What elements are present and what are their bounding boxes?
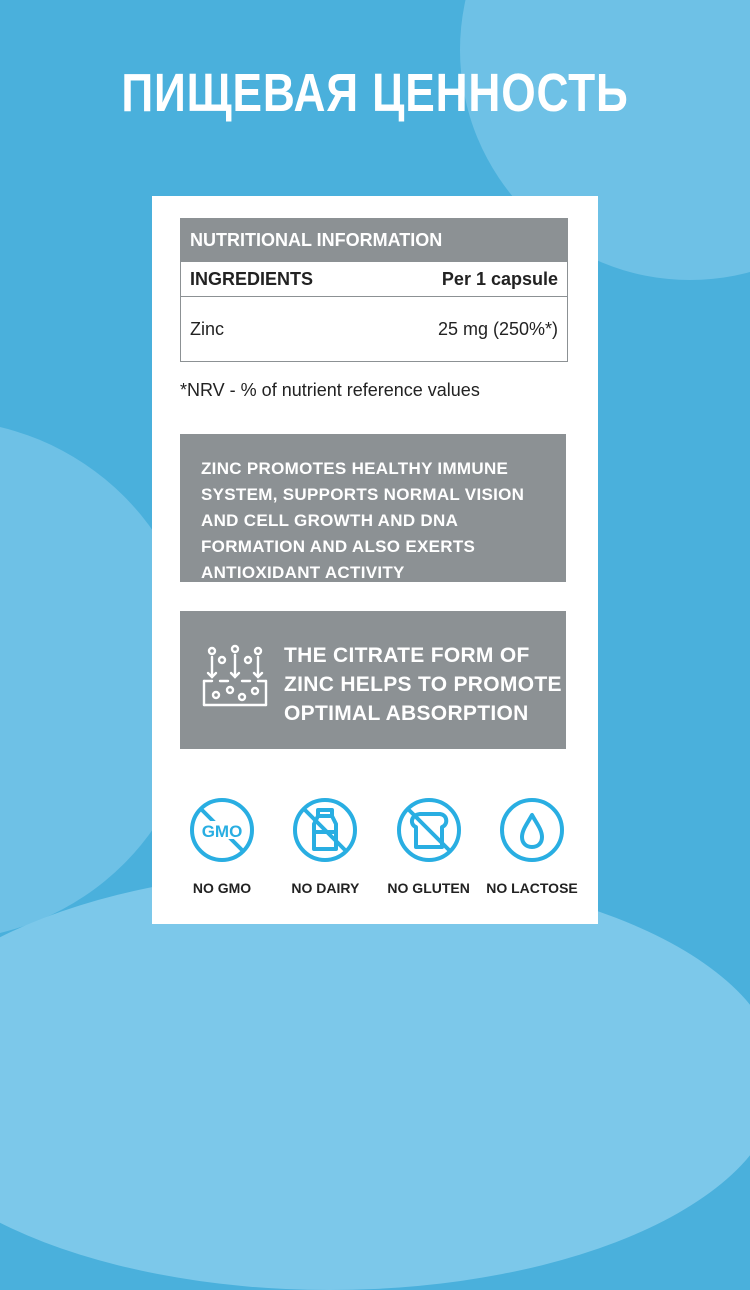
ingredient-amount: 25 mg (250%*) <box>437 318 558 339</box>
nrv-footnote: *NRV - % of nutrient reference values <box>180 380 480 400</box>
badge-no-gluten <box>379 797 479 896</box>
badge-no-dairy <box>275 797 375 896</box>
badge-label: NO DAIRY <box>291 880 360 896</box>
absorption-icon <box>200 643 270 713</box>
gmo-icon-text: GMO <box>201 822 243 841</box>
ingredients-column-header: INGREDIENTS <box>190 268 314 289</box>
nutrition-table-header: NUTRITIONAL INFORMATION <box>181 218 567 262</box>
background-wave-bottom <box>0 870 750 1290</box>
absorption-panel <box>180 611 566 749</box>
free-from-badges <box>172 797 582 896</box>
badge-label: NO GMO <box>192 880 252 896</box>
nutrition-table <box>180 218 568 362</box>
table-row <box>181 297 567 361</box>
drop-icon <box>499 797 565 868</box>
badge-no-lactose <box>482 797 582 896</box>
ingredient-name: Zinc <box>190 318 225 339</box>
badge-label: NO GLUTEN <box>387 880 470 896</box>
absorption-text: THE CITRATE FORM OF ZINC HELPS TO PROMOTE OPTIMAL ABSORPTION <box>284 644 562 725</box>
badge-no-gmo <box>172 797 272 896</box>
badge-label: NO LACTOSE <box>486 880 578 896</box>
info-card <box>152 196 598 924</box>
benefit-panel <box>180 434 566 582</box>
page-title: ПИЩЕВАЯ ЦЕННОСТЬ <box>121 63 629 123</box>
nutrition-column-headers <box>181 262 567 297</box>
bread-icon <box>396 797 462 868</box>
amount-column-header: Per 1 capsule <box>441 268 558 289</box>
benefit-text: ZINC PROMOTES HEALTHY IMMUNE SYSTEM, SUPPORTS NORMAL VISION AND CELL GROWTH AND DNA FORMATION AND ALSO EXERTS ANTIOXIDANT ACTIVITY <box>201 459 525 582</box>
milk-bottle-icon <box>292 797 358 868</box>
gmo-icon <box>189 797 255 868</box>
